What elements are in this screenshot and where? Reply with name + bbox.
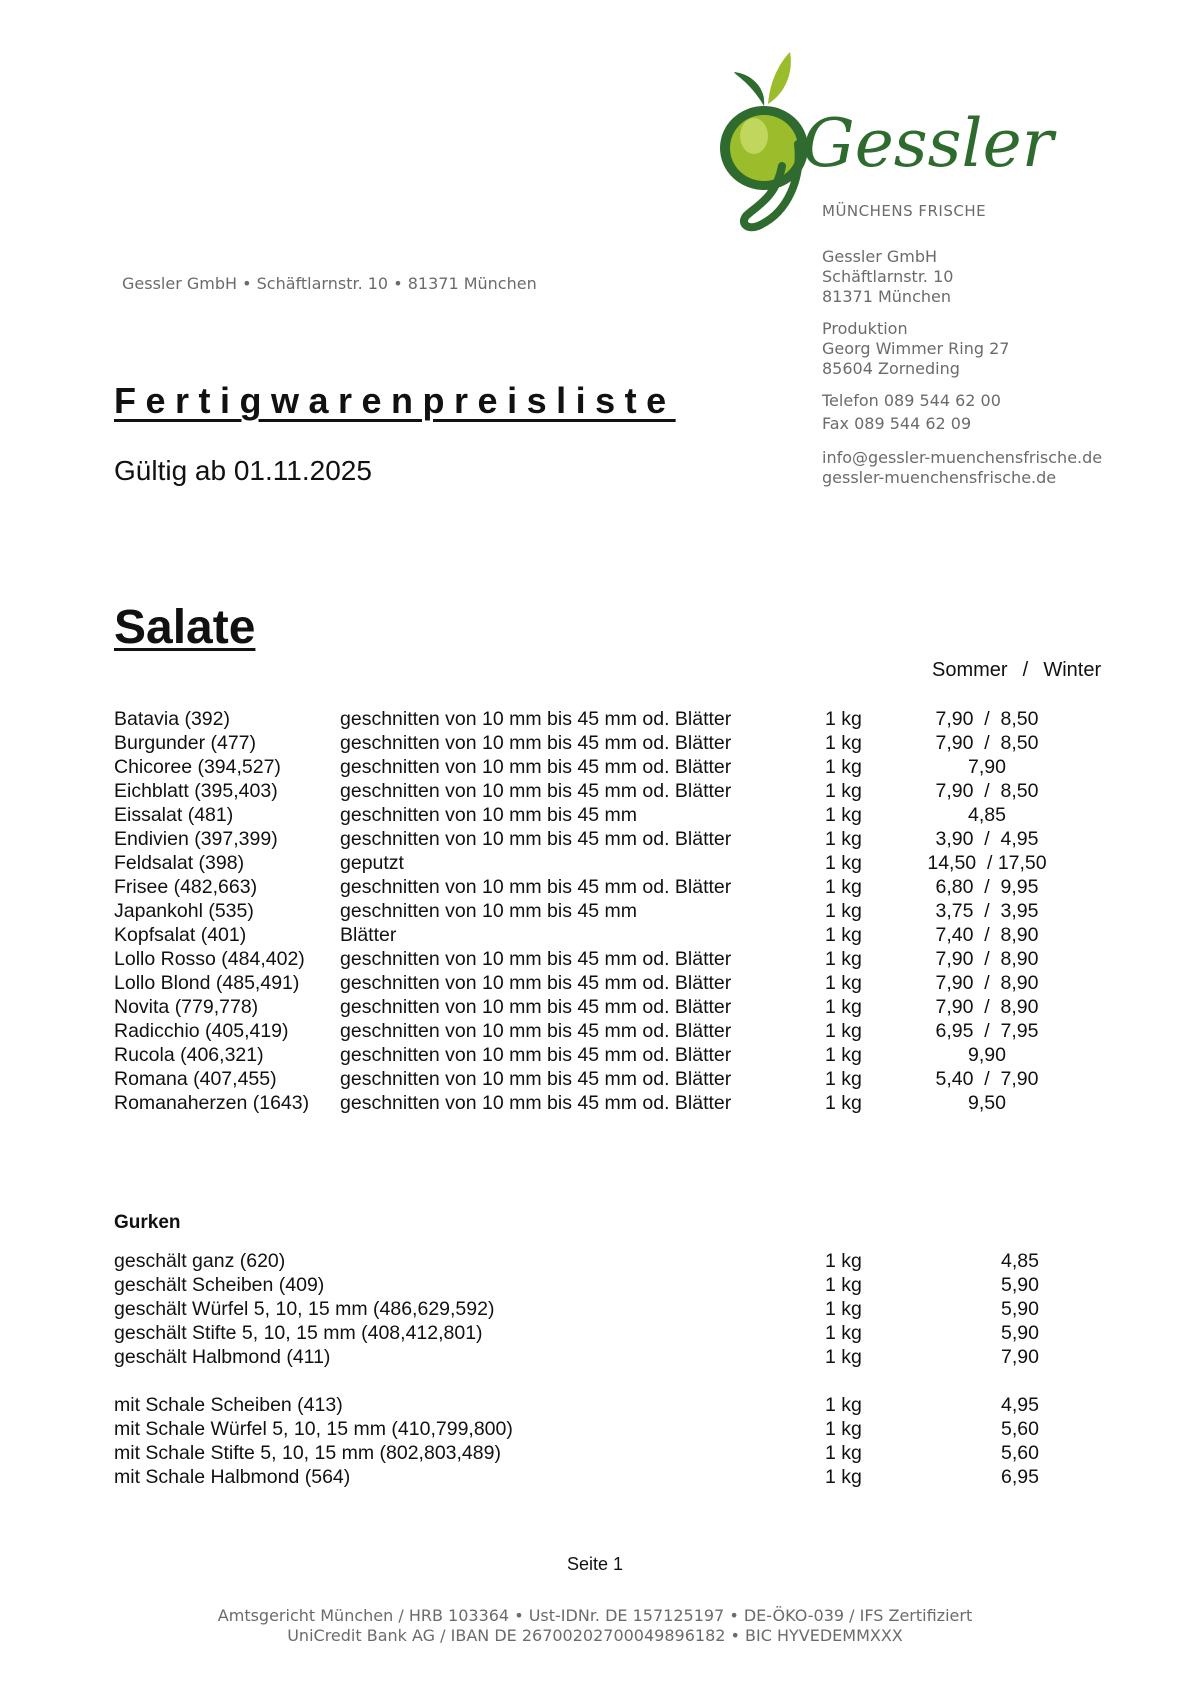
product-unit: 1 kg [825,996,862,1018]
fax-number: Fax 089 544 62 09 [822,414,972,433]
product-description: geschnitten von 10 mm bis 45 mm od. Blätter [340,756,732,778]
product-name: geschält Stifte 5, 10, 15 mm (408,412,801) [114,1322,483,1344]
section-heading-salate: Salate [114,601,256,654]
table-row [0,1346,1190,1370]
product-price: 3,75 / 3,95 [935,900,1039,922]
address-line: Schäftlarnstr. 10 [822,267,954,286]
product-name: Novita (779,778) [114,996,259,1018]
footer-line: UniCredit Bank AG / IBAN DE 26700202700049896182 • BIC HYVEDEMMXXX [287,1626,903,1645]
product-unit: 1 kg [825,1092,862,1114]
product-unit: 1 kg [825,756,862,778]
product-unit: 1 kg [825,1274,862,1296]
product-price: 7,90 / 8,50 [935,732,1039,754]
product-price: 7,90 / 8,90 [935,972,1039,994]
table-row [0,996,1190,1020]
product-price: 14,50 / 17,50 [927,852,1047,874]
website-address: gessler-muenchensfrische.de [822,468,1057,487]
product-unit: 1 kg [825,852,862,874]
table-row [0,756,1190,780]
product-price: 4,85 [1001,1250,1039,1272]
table-row [0,804,1190,828]
product-price: 3,90 / 4,95 [935,828,1039,850]
product-name: mit Schale Scheiben (413) [114,1394,343,1416]
table-row [0,924,1190,948]
product-unit: 1 kg [825,948,862,970]
product-name: Eichblatt (395,403) [114,780,278,802]
product-description: geschnitten von 10 mm bis 45 mm od. Blätter [340,876,732,898]
product-unit: 1 kg [825,1394,862,1416]
address-block [822,247,1102,488]
product-name: Kopfsalat (401) [114,924,247,946]
product-name: Japankohl (535) [114,900,254,922]
address-line: Gessler GmbH [822,247,938,266]
table-row [0,972,1190,996]
table-row [0,1322,1190,1346]
product-description: geschnitten von 10 mm bis 45 mm od. Blätter [340,948,732,970]
product-name: mit Schale Stifte 5, 10, 15 mm (802,803,489) [114,1442,501,1464]
product-unit: 1 kg [825,1298,862,1320]
product-unit: 1 kg [825,1418,862,1440]
company-logo [706,48,1054,228]
product-unit: 1 kg [825,1442,862,1464]
product-price: 6,95 / 7,95 [935,1020,1039,1042]
product-name: Radicchio (405,419) [114,1020,289,1042]
product-description: geputzt [340,852,404,874]
product-unit: 1 kg [825,1346,862,1368]
page-number: Seite 1 [566,1554,624,1574]
product-description: geschnitten von 10 mm bis 45 mm od. Blätter [340,1020,732,1042]
product-name: Burgunder (477) [114,732,257,754]
section-heading-gurken: Gurken [114,1212,181,1233]
product-name: geschält ganz (620) [114,1250,286,1272]
product-name: Chicoree (394,527) [114,756,281,778]
footer [0,1606,1190,1646]
product-name: mit Schale Halbmond (564) [114,1466,351,1488]
product-name: Lollo Blond (485,491) [114,972,300,994]
season-header: Sommer / Winter [932,659,1102,681]
product-unit: 1 kg [825,972,862,994]
table-row [0,828,1190,852]
product-description: geschnitten von 10 mm bis 45 mm od. Blätter [340,972,732,994]
table-row [0,1418,1190,1442]
product-description: Blätter [340,924,397,946]
product-unit: 1 kg [825,876,862,898]
product-price: 6,80 / 9,95 [935,876,1039,898]
sender-line: Gessler GmbH • Schäftlarnstr. 10 • 81371 München [122,274,537,293]
table-row [0,900,1190,924]
product-unit: 1 kg [825,1020,862,1042]
product-name: Batavia (392) [114,708,230,730]
product-description: geschnitten von 10 mm bis 45 mm od. Blätter [340,1092,732,1114]
product-description: geschnitten von 10 mm bis 45 mm [340,900,637,922]
product-price: 7,90 / 8,90 [935,948,1039,970]
product-name: Feldsalat (398) [114,852,245,874]
table-row [0,780,1190,804]
product-unit: 1 kg [825,804,862,826]
product-price: 5,40 / 7,90 [935,1068,1039,1090]
product-unit: 1 kg [825,732,862,754]
valid-from-date: Gültig ab 01.11.2025 [114,455,372,486]
table-row [0,876,1190,900]
product-description: geschnitten von 10 mm bis 45 mm [340,804,637,826]
product-price: 9,50 [968,1092,1006,1114]
table-row [0,948,1190,972]
product-price: 5,90 [1001,1274,1039,1296]
product-unit: 1 kg [825,1068,862,1090]
product-name: geschält Würfel 5, 10, 15 mm (486,629,592) [114,1298,495,1320]
table-row [0,708,1190,732]
table-row [0,1068,1190,1092]
document-title: Fertigwarenpreisliste [114,380,676,421]
product-description: geschnitten von 10 mm bis 45 mm od. Blätter [340,996,732,1018]
logo-tagline: MÜNCHENS FRISCHE [822,202,987,220]
product-name: mit Schale Würfel 5, 10, 15 mm (410,799,800) [114,1418,513,1440]
product-price: 7,90 / 8,50 [935,708,1039,730]
product-price: 4,95 [1001,1394,1039,1416]
product-name: geschält Halbmond (411) [114,1346,331,1368]
product-name: Romana (407,455) [114,1068,277,1090]
product-name: geschält Scheiben (409) [114,1274,325,1296]
product-unit: 1 kg [825,708,862,730]
product-unit: 1 kg [825,828,862,850]
table-row [0,1442,1190,1466]
product-name: Romanaherzen (1643) [114,1092,310,1114]
phone-number: Telefon 089 544 62 00 [822,391,1001,410]
product-price: 7,90 / 8,50 [935,780,1039,802]
production-line: Produktion [822,319,908,338]
table-row [0,1298,1190,1322]
product-price: 7,90 [1001,1346,1039,1368]
product-price: 9,90 [968,1044,1006,1066]
production-line: Georg Wimmer Ring 27 [822,339,1010,358]
footer-line: Amtsgericht München / HRB 103364 • Ust-IDNr. DE 157125197 • DE-ÖKO-039 / IFS Zertifiziert [217,1606,973,1625]
product-name: Eissalat (481) [114,804,234,826]
product-unit: 1 kg [825,1250,862,1272]
product-description: geschnitten von 10 mm bis 45 mm od. Blätter [340,708,732,730]
product-price: 7,40 / 8,90 [935,924,1039,946]
product-price: 7,90 / 8,90 [935,996,1039,1018]
product-unit: 1 kg [825,1466,862,1488]
product-unit: 1 kg [825,924,862,946]
production-line: 85604 Zorneding [822,359,960,378]
address-line: 81371 München [822,287,951,306]
product-description: geschnitten von 10 mm bis 45 mm od. Blätter [340,828,732,850]
product-price: 6,95 [1001,1466,1039,1488]
product-description: geschnitten von 10 mm bis 45 mm od. Blätter [340,780,732,802]
product-price: 4,85 [968,804,1006,826]
table-row [0,1394,1190,1418]
product-name: Endivien (397,399) [114,828,278,850]
product-name: Rucola (406,321) [114,1044,264,1066]
product-price: 5,60 [1001,1418,1039,1440]
product-description: geschnitten von 10 mm bis 45 mm od. Blätter [340,1044,732,1066]
product-name: Frisee (482,663) [114,876,258,898]
product-description: geschnitten von 10 mm bis 45 mm od. Blätter [340,732,732,754]
product-price: 5,90 [1001,1298,1039,1320]
table-row [0,1044,1190,1068]
product-unit: 1 kg [825,1322,862,1344]
gessler-logo-graphic [706,48,1054,228]
table-row [0,1466,1190,1490]
table-row [0,1020,1190,1044]
logo-wordmark: Gessler [802,105,1054,182]
product-name: Lollo Rosso (484,402) [114,948,305,970]
email-address: info@gessler-muenchensfrische.de [822,448,1103,467]
product-description: geschnitten von 10 mm bis 45 mm od. Blätter [340,1068,732,1090]
table-row [0,1250,1190,1274]
product-unit: 1 kg [825,1044,862,1066]
table-row [0,852,1190,876]
table-row [0,1274,1190,1298]
table-row [0,732,1190,756]
product-price: 5,60 [1001,1442,1039,1464]
product-price: 7,90 [968,756,1006,778]
table-row [0,1092,1190,1116]
product-unit: 1 kg [825,780,862,802]
product-price: 5,90 [1001,1322,1039,1344]
product-unit: 1 kg [825,900,862,922]
